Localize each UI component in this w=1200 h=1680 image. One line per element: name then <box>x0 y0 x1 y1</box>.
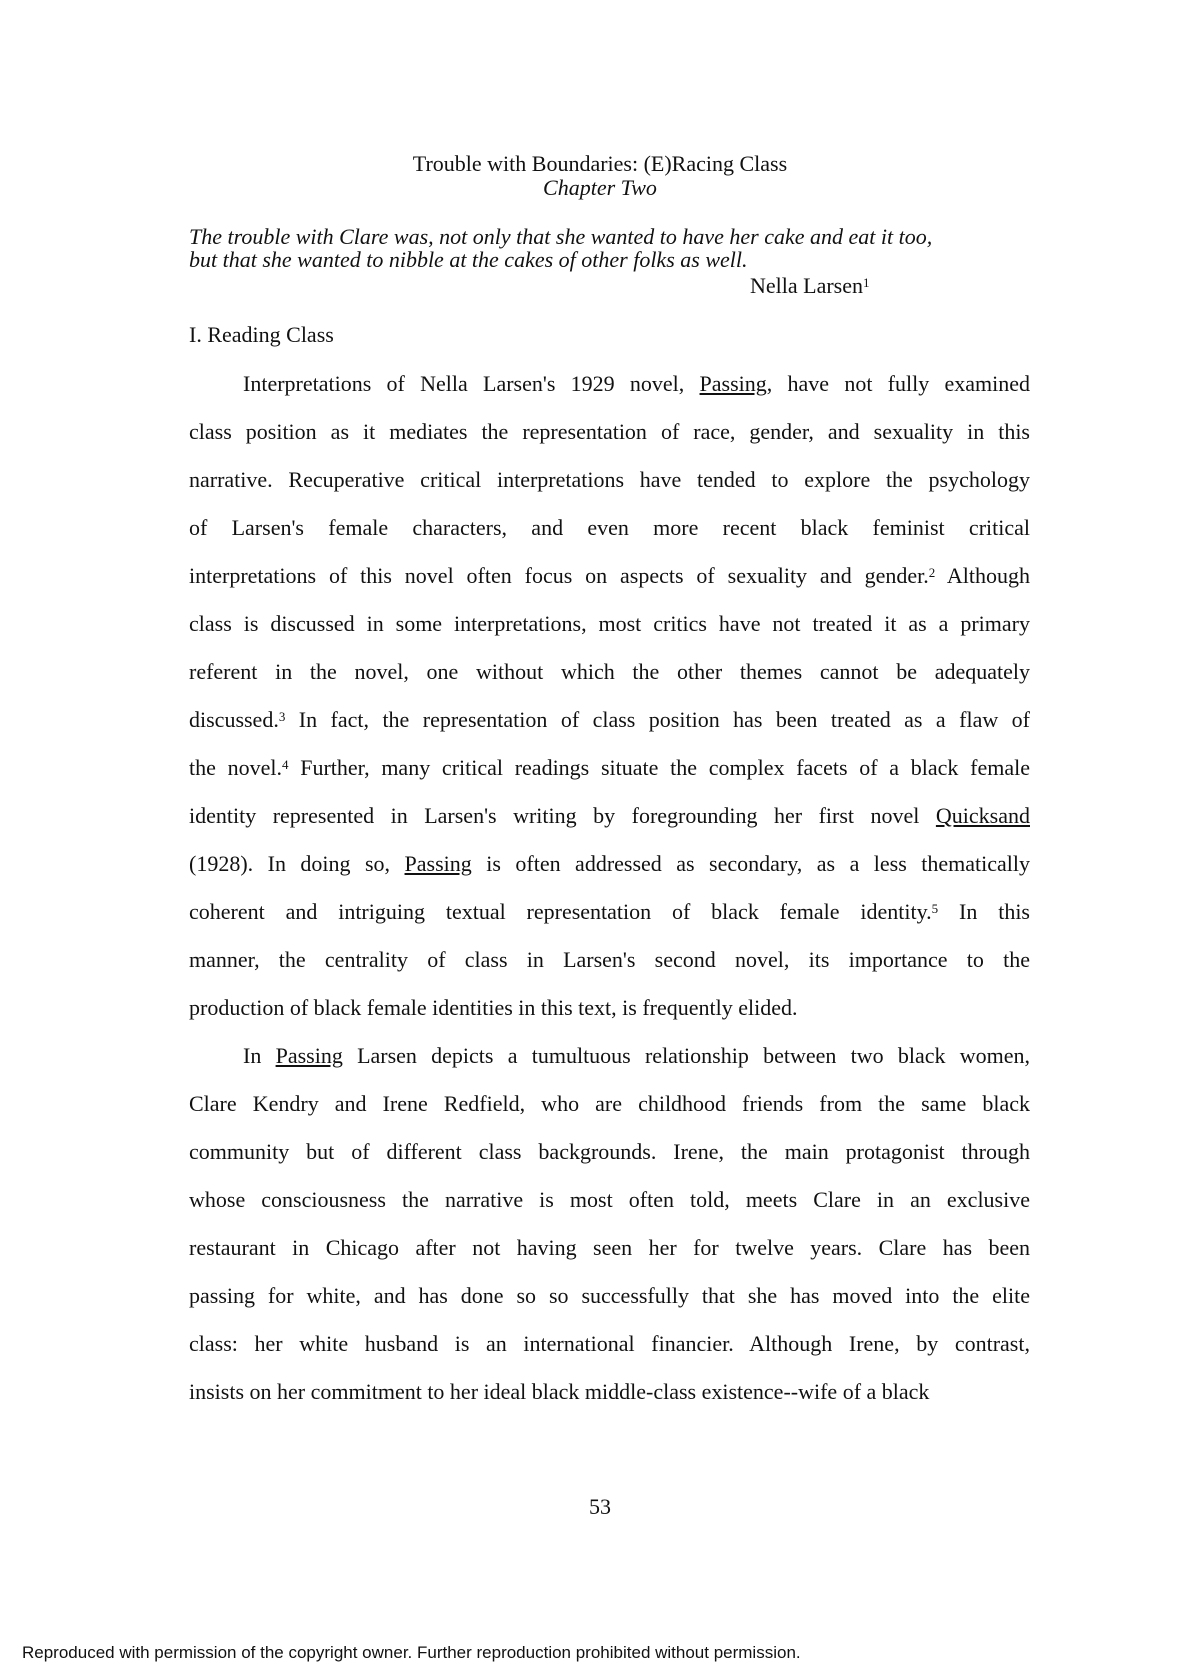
epigraph-attribution <box>750 273 870 298</box>
text-line: Clare Kendry and Irene Redfield, who are childhood friends from the same black <box>189 1091 1030 1116</box>
book-title-passing: Passing <box>275 1043 343 1068</box>
copyright-notice: Reproduced with permission of the copyright owner. Further reproduction prohibited without permission. <box>22 1643 801 1662</box>
footnote-marker: 5 <box>931 901 939 916</box>
text-line: narrative. Recuperative critical interpretations have tended to explore the psychology <box>189 467 1030 492</box>
chapter-title: Trouble with Boundaries: (E)Racing Class <box>412 151 788 176</box>
text-line: referent in the novel, one without which the other themes cannot be adequately <box>189 659 1030 684</box>
text-segment: Larsen depicts a tumultuous relationship between two black women, <box>342 1043 1031 1068</box>
text-segment: Further, many critical readings situate the complex facets of a black female <box>288 755 1030 780</box>
text-line: production of black female identities in this text, is frequently elided. <box>189 995 798 1020</box>
text-line: whose consciousness the narrative is most often told, meets Clare in an exclusive <box>189 1187 1030 1212</box>
text-line <box>189 851 1030 877</box>
text-segment: coherent and intriguing textual representation of black female identity. <box>189 899 932 924</box>
text-segment: (1928). In doing so, <box>189 851 405 876</box>
text-segment: In this <box>938 899 1030 924</box>
text-segment: , have not fully examined <box>766 371 1030 396</box>
text-line <box>243 371 1030 397</box>
text-line: community but of different class backgrounds. Irene, the main protagonist through <box>189 1139 1030 1164</box>
text-line: of Larsen's female characters, and even more recent black feminist critical <box>189 515 1030 540</box>
text-line: class position as it mediates the representation of race, gender, and sexuality in this <box>189 419 1030 444</box>
text-line <box>189 803 1030 829</box>
text-segment: the novel. <box>189 755 282 780</box>
epigraph-author: Nella Larsen <box>750 273 863 298</box>
epigraph-line: but that she wanted to nibble at the cakes of other folks as well. <box>189 247 748 272</box>
text-line: class: her white husband is an international financier. Although Irene, by contrast, <box>189 1331 1030 1356</box>
footnote-marker: 1 <box>863 275 870 290</box>
epigraph-line: The trouble with Clare was, not only that she wanted to have her cake and eat it too, <box>189 224 933 249</box>
text-line <box>243 1043 1030 1069</box>
section-heading: I. Reading Class <box>189 322 334 347</box>
text-segment: In fact, the representation of class position has been treated as a flaw of <box>285 707 1030 732</box>
text-segment: interpretations of this novel often focus on aspects of sexuality and gender. <box>189 563 929 588</box>
text-line <box>189 755 1030 781</box>
text-segment: identity represented in Larsen's writing by foregrounding her first novel <box>189 803 936 828</box>
text-line: passing for white, and has done so so successfully that she has moved into the elite <box>189 1283 1030 1308</box>
text-segment: Interpretations of Nella Larsen's 1929 novel, <box>243 371 700 396</box>
text-line: manner, the centrality of class in Larsen's second novel, its importance to the <box>189 947 1030 972</box>
text-segment: Although <box>935 563 1030 588</box>
text-line <box>189 707 1030 733</box>
text-line: restaurant in Chicago after not having seen her for twelve years. Clare has been <box>189 1235 1030 1260</box>
text-segment: discussed. <box>189 707 279 732</box>
text-segment: is often addressed as secondary, as a less thematically <box>471 851 1031 876</box>
text-line: insists on her commitment to her ideal black middle-class existence--wife of a black <box>189 1379 930 1404</box>
text-line <box>189 563 1030 589</box>
book-title-passing: Passing <box>404 851 472 876</box>
book-title-quicksand: Quicksand <box>935 803 1030 828</box>
text-line <box>189 899 1030 925</box>
footnote-marker: 2 <box>928 565 936 580</box>
page-number: 53 <box>589 1494 611 1519</box>
text-segment: In <box>243 1043 276 1068</box>
epigraph-quote <box>189 225 1039 271</box>
book-title-passing: Passing <box>699 371 767 396</box>
text-line: class is discussed in some interpretations, most critics have not treated it as a primary <box>189 611 1030 636</box>
footnote-marker: 4 <box>281 757 289 772</box>
footnote-marker: 3 <box>278 709 286 724</box>
chapter-subtitle: Chapter Two <box>543 175 657 200</box>
